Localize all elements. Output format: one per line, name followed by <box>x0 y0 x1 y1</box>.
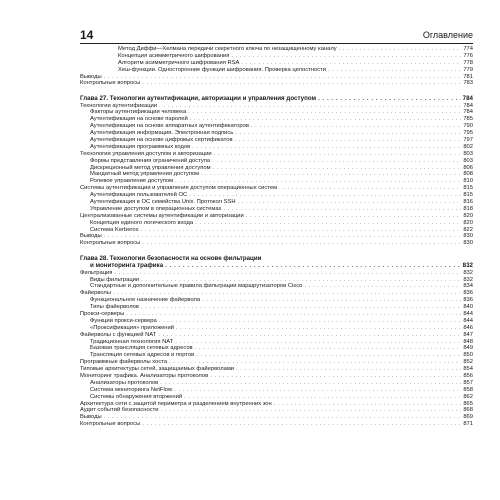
toc-entry-title: Централизованные системы аутентификации и авторизации <box>80 212 244 219</box>
toc-entry-page: 779 <box>463 66 473 73</box>
toc-entry-title: Стандартные и дополнительные правила фильтрации маршрутизаторов Cisco <box>90 283 303 290</box>
leader-dots <box>176 325 461 332</box>
leader-dots <box>141 277 461 284</box>
chapter-title: Глава 27. Технологии аутентификации, авторизации и управления доступом <box>80 95 317 103</box>
leader-dots <box>318 95 461 102</box>
page-number: 14 <box>80 28 94 42</box>
toc-entry-page: 818 <box>463 205 473 212</box>
leader-dots <box>235 130 461 137</box>
toc-entry <box>80 311 473 318</box>
leader-dots <box>202 297 461 304</box>
leader-dots <box>141 304 461 311</box>
toc-entry-title: «Проксификация» приложений <box>90 324 174 331</box>
leader-dots <box>159 103 461 110</box>
leader-dots <box>190 116 462 123</box>
toc-entry-title: Формы представления ограничений доступа <box>90 157 211 164</box>
toc-entry <box>80 407 473 414</box>
leader-dots <box>142 240 461 247</box>
leader-dots <box>223 206 461 213</box>
leader-dots <box>251 123 461 130</box>
toc-entry <box>80 206 473 213</box>
toc-entry <box>80 227 473 234</box>
leader-dots <box>195 345 462 352</box>
chapter-28-heading-line1 <box>80 255 473 262</box>
toc-entry <box>80 67 473 74</box>
leader-dots <box>175 178 461 185</box>
toc-entry-page: 803 <box>463 157 473 164</box>
toc-entry <box>80 80 473 87</box>
toc-entry <box>80 318 473 325</box>
leader-dots <box>114 270 461 277</box>
leader-dots <box>328 67 461 74</box>
toc-entry-page: 844 <box>463 310 473 317</box>
leader-dots <box>212 158 461 165</box>
toc-entry <box>80 144 473 151</box>
leader-dots <box>274 401 462 408</box>
leader-dots <box>214 151 462 158</box>
toc-entry-title: Файерволы с функцией NAT <box>80 331 157 338</box>
toc-entry-title: Трансляция сетевых адресов и портов <box>90 352 195 359</box>
toc-entry-title: Технологии аутентификации <box>80 102 158 109</box>
leader-dots <box>104 74 462 81</box>
toc-entry-page: 784 <box>463 109 473 116</box>
toc-entry-page: 832 <box>463 269 473 276</box>
toc-entry <box>80 103 473 110</box>
toc-entry-page: 802 <box>463 143 473 150</box>
toc-entry-title: Технологии управления доступом и авторизации <box>80 150 212 157</box>
toc-entry-page: 795 <box>463 130 473 137</box>
toc-entry-page: 869 <box>463 414 473 421</box>
toc-entry-page: 846 <box>463 324 473 331</box>
toc-entry-page: 848 <box>463 338 473 345</box>
leader-dots <box>210 373 461 380</box>
toc-entry <box>80 394 473 401</box>
leader-dots <box>174 387 461 394</box>
toc-entry-title: Мониторинг трафика. Анализаторы протоколов <box>80 372 209 379</box>
toc-entry-page: 816 <box>463 199 473 205</box>
toc-entry-page: 840 <box>463 304 473 311</box>
leader-dots <box>188 109 461 116</box>
toc-entry-title: Метод Диффи—Хелмана передачи секретного ключа по незащищенному каналу <box>118 46 337 52</box>
toc-entry-title: Типы файерволов <box>90 304 139 311</box>
chapter-27-heading <box>80 95 473 102</box>
toc-entry <box>80 220 473 227</box>
toc-entry <box>80 53 473 60</box>
toc-entry-page: 803 <box>463 150 473 157</box>
toc-entry <box>80 46 473 53</box>
toc-entry-page: 854 <box>463 366 473 373</box>
toc-entry-page: 856 <box>463 372 473 379</box>
toc-entry-title: Факторы аутентификации человека <box>90 109 187 116</box>
toc-entry <box>80 137 473 144</box>
header-rule <box>80 43 473 44</box>
toc-entry <box>80 233 473 240</box>
toc-entry-title: Анализаторы протоколов <box>90 379 159 386</box>
toc-entry-title: Прокси-серверы <box>80 310 125 317</box>
toc-entry-title: Аудит событий безопасности <box>80 407 159 414</box>
toc-entry-title: Аутентификация на основе аппаратных аутентификаторов <box>90 123 249 130</box>
toc-entry-title: Мандатный метод управления доступом <box>90 171 200 178</box>
leader-dots <box>140 227 461 234</box>
toc-entry-page: 806 <box>463 164 473 171</box>
toc-entry-page: 832 <box>463 276 473 283</box>
leader-dots <box>235 137 462 144</box>
chapter-title: Глава 28. Технологии безопасности на основе фильтрации <box>80 255 262 263</box>
leader-dots <box>184 394 461 401</box>
toc-entry-title: Выводы <box>80 414 102 421</box>
leader-dots <box>231 53 461 60</box>
toc-entry-title: Базовая трансляция сетевых адресов <box>90 345 193 352</box>
toc-entry <box>80 283 473 290</box>
running-title: Оглавление <box>422 30 473 40</box>
toc-entry-page: 776 <box>463 52 473 59</box>
toc-entry <box>80 325 473 332</box>
leader-dots <box>339 46 462 53</box>
toc-entry <box>80 123 473 130</box>
toc-block-continued <box>80 46 473 87</box>
page-header <box>0 0 500 42</box>
toc-entry <box>80 270 473 277</box>
toc-entry-title: Аутентификация программных кодов <box>90 143 191 150</box>
toc-entry-page: 822 <box>463 226 473 233</box>
toc-entry-title: Контрольные вопросы <box>80 240 141 247</box>
toc-entry <box>80 199 473 206</box>
toc-entry <box>80 171 473 178</box>
leader-dots <box>213 165 462 172</box>
toc-entry-page: 808 <box>463 171 473 178</box>
toc-entry-page: 774 <box>463 46 473 52</box>
chapter-28-heading-line2 <box>80 262 473 269</box>
leader-dots <box>192 144 461 151</box>
toc-entry-page: 797 <box>463 136 473 143</box>
toc-entry <box>80 192 473 199</box>
toc-entry <box>80 116 473 123</box>
toc-entry-title: Аутентификация в ОС семейства Unix. Протокол SSH <box>90 199 236 205</box>
toc-entry-title: Системы обнаружения вторжений <box>90 393 183 400</box>
leader-dots <box>196 352 461 359</box>
toc-entry-title: Аутентификация на основе цифровых сертификатов <box>90 136 233 143</box>
toc-entry-page: 847 <box>463 331 473 338</box>
toc-entry <box>80 213 473 220</box>
toc-entry <box>80 414 473 421</box>
leader-dots <box>279 185 461 192</box>
toc-entry-title: Аутентификация информации. Электронная подпись <box>90 130 234 137</box>
toc-entry-title: Аутентификация пользователей ОС <box>90 192 188 199</box>
toc-entry-title: Выводы <box>80 233 102 240</box>
leader-dots <box>195 220 461 227</box>
toc-entry <box>80 387 473 394</box>
toc-entry-page: 850 <box>463 352 473 359</box>
leader-dots <box>165 262 461 269</box>
toc-entry-title: Файерволы <box>80 290 111 297</box>
leader-dots <box>246 213 462 220</box>
toc-entry-title: Контрольные вопросы <box>80 80 141 87</box>
toc-entry-title: Управление доступом в операционных системах <box>90 205 222 212</box>
toc-entry-page: 844 <box>463 317 473 324</box>
leader-dots <box>304 283 461 290</box>
toc-entry-title: Концепция единого логического входа <box>90 219 194 226</box>
toc-entry-page: 785 <box>463 116 473 123</box>
toc-entry-title: Типовые архитектуры сетей, защищаемых файерволами <box>80 366 235 373</box>
toc-entry-page: 830 <box>463 240 473 247</box>
toc-entry-page: 849 <box>463 345 473 352</box>
chapter-title-cont: и мониторинга трафика <box>90 262 164 270</box>
chapter-28-entries <box>80 270 473 428</box>
toc-entry-title: Система Kerberos <box>90 226 139 233</box>
toc-entry-title: Концепция асимметричного шифрования <box>118 52 230 59</box>
toc-entry-title: Традиционная технология NAT <box>90 338 174 345</box>
toc-entry <box>80 277 473 284</box>
toc-entry-title: Ролевое управление доступом <box>90 178 174 185</box>
leader-dots <box>238 199 462 206</box>
toc-entry <box>80 345 473 352</box>
leader-dots <box>236 366 461 373</box>
toc-entry-page: 852 <box>463 359 473 366</box>
toc-entry <box>80 373 473 380</box>
toc-entry-title: Программные файерволы хоста <box>80 359 168 366</box>
toc-entry-title: Аутентификация на основе паролей <box>90 116 188 123</box>
toc-entry <box>80 130 473 137</box>
toc-entry-title: Системы аутентификации и управления доступом операционных систем <box>80 185 278 192</box>
leader-dots <box>158 332 461 339</box>
chapter-27-entries <box>80 103 473 248</box>
toc-entry-title: Система мониторинга NetFlow <box>90 386 173 393</box>
table-of-contents <box>80 46 473 428</box>
toc-entry-page: 865 <box>463 400 473 407</box>
leader-dots <box>142 421 461 428</box>
toc-entry-title: Дискреционный метод управления доступом <box>90 164 211 171</box>
toc-entry <box>80 240 473 247</box>
leader-dots <box>160 380 461 387</box>
toc-entry-page: 858 <box>463 386 473 393</box>
toc-entry-title: Архитектура сети с защитой периметра и разделением внутренних зон <box>80 400 272 407</box>
toc-entry <box>80 151 473 158</box>
toc-entry <box>80 366 473 373</box>
toc-entry <box>80 158 473 165</box>
leader-dots <box>159 318 462 325</box>
chapter-page: 832 <box>462 262 473 270</box>
toc-entry-page: 815 <box>463 192 473 199</box>
toc-entry-page: 871 <box>463 421 473 428</box>
toc-entry <box>80 332 473 339</box>
toc-entry-title: Фильтрация <box>80 269 113 276</box>
toc-entry-title: Функции прокси-сервера <box>90 317 157 324</box>
toc-entry <box>80 304 473 311</box>
leader-dots <box>104 233 462 240</box>
toc-entry-title: Функциональное назначение файервола <box>90 297 201 304</box>
toc-entry-page: 857 <box>463 379 473 386</box>
leader-dots <box>126 311 461 318</box>
toc-entry-page: 815 <box>463 185 473 192</box>
toc-entry <box>80 421 473 428</box>
leader-dots <box>241 60 461 67</box>
toc-entry-title: Виды фильтрации <box>90 276 140 283</box>
leader-dots <box>201 171 461 178</box>
toc-entry-title: Выводы <box>80 73 102 80</box>
toc-entry <box>80 60 473 67</box>
toc-entry <box>80 380 473 387</box>
toc-entry-page: 834 <box>463 283 473 290</box>
toc-entry-page: 862 <box>463 393 473 400</box>
leader-dots <box>104 414 462 421</box>
toc-entry-page: 868 <box>463 407 473 414</box>
toc-entry-page: 784 <box>463 102 473 109</box>
toc-entry-page: 820 <box>463 219 473 226</box>
toc-entry-page: 781 <box>463 73 473 80</box>
toc-entry-page: 836 <box>463 290 473 297</box>
toc-entry <box>80 74 473 81</box>
toc-entry-page: 820 <box>463 212 473 219</box>
toc-entry <box>80 339 473 346</box>
toc-entry-page: 778 <box>463 59 473 66</box>
chapter-page: 784 <box>462 95 473 103</box>
toc-entry-title: Контрольные вопросы <box>80 421 141 428</box>
toc-entry-page: 836 <box>463 297 473 304</box>
toc-entry-page: 830 <box>463 233 473 240</box>
toc-entry-page: 783 <box>463 80 473 87</box>
toc-entry <box>80 178 473 185</box>
toc-entry-page: 810 <box>463 178 473 185</box>
leader-dots <box>160 407 461 414</box>
leader-dots <box>175 339 461 346</box>
toc-entry-title: Алгоритм асимметричного шифрования RSA <box>118 59 240 66</box>
toc-entry-page: 790 <box>463 123 473 130</box>
toc-entry-title: Хеш-функции. Односторонние функции шифрования. Проверка целостности <box>118 66 327 73</box>
leader-dots <box>189 192 461 199</box>
leader-dots <box>142 80 461 87</box>
